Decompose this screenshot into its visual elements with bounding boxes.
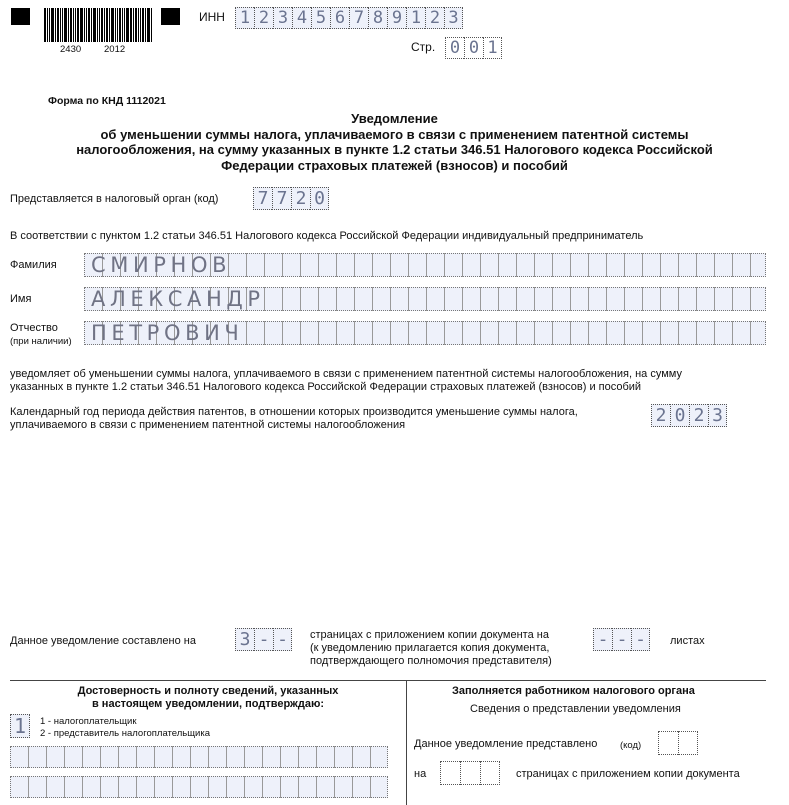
- cell-digit: 9: [387, 7, 406, 29]
- title-line-4: Федерации страховых платежей (взносов) и пособий: [221, 157, 568, 173]
- inn-label: ИНН: [199, 10, 225, 24]
- tax-authority-label: Представляется в налоговый орган (код): [10, 193, 219, 205]
- cell-digit: 7: [253, 187, 272, 210]
- barcode-bar: [91, 8, 92, 42]
- confirm-code-field[interactable]: [10, 714, 30, 738]
- pages-mid-line-3: подтверждающего полномочия представителя): [310, 655, 552, 667]
- bottom-column-divider: [406, 680, 407, 805]
- barcode-bar: [130, 8, 132, 42]
- barcode-bar: [51, 8, 54, 42]
- tax-office-subheading: Сведения о представлении уведомления: [470, 703, 681, 715]
- barcode-bar: [99, 8, 100, 42]
- barcode-bar: [133, 8, 134, 42]
- surname-field[interactable]: [84, 253, 766, 277]
- cell-digit: [658, 731, 678, 755]
- barcode-bar: [44, 8, 46, 42]
- representative-name-field-2[interactable]: [10, 776, 388, 798]
- patronymic-field[interactable]: [84, 321, 766, 345]
- confirm-option-1: 1 - налогоплательщик: [40, 716, 137, 727]
- cell-digit: 1: [483, 37, 502, 59]
- form-title: [0, 111, 789, 173]
- cell-digit: 5: [311, 7, 330, 29]
- barcode-bar: [49, 8, 50, 42]
- barcode-bar: [119, 8, 121, 42]
- barcode-bar: [122, 8, 123, 42]
- intro-text: В соответствии с пунктом 1.2 статьи 346.51 Налогового кодекса Российской Федерации индивидуальный предприниматель: [10, 230, 644, 242]
- barcode-bar: [73, 8, 74, 42]
- cell-digit: 2: [689, 404, 708, 427]
- surname-label: Фамилия: [10, 259, 57, 271]
- cell-digit: [440, 761, 460, 785]
- barcode-bar: [109, 8, 110, 42]
- title-line-2: об уменьшении суммы налога, уплачиваемого в связи с применением патентной системы: [100, 126, 689, 142]
- year-label-line-2: уплачиваемого в связи с применением патентной системы налогообложения: [10, 419, 406, 431]
- barcode-bar: [47, 8, 48, 42]
- year-label-line-1: Календарный год периода действия патентов, в отношении которых производится уменьшение суммы налога,: [10, 406, 578, 418]
- corner-marker-left: [11, 8, 30, 25]
- confirm-heading-line-1: Достоверность и полноту сведений, указанных: [77, 685, 339, 697]
- patronymic-note: (при наличии): [10, 336, 72, 347]
- cell-digit: 0: [670, 404, 689, 427]
- cell-digit: 2: [651, 404, 670, 427]
- form-knd: Форма по КНД 1112021: [48, 95, 166, 107]
- barcode-bar: [117, 8, 118, 42]
- cell-digit: 7: [272, 187, 291, 210]
- cell-digit: 0: [310, 187, 329, 210]
- cell-digit: 0: [464, 37, 483, 59]
- cell-digit: -: [254, 628, 273, 651]
- title-line-1: Уведомление: [351, 111, 438, 126]
- page-number-field[interactable]: [445, 37, 502, 59]
- cell-digit: 6: [330, 7, 349, 29]
- confirm-heading: [10, 685, 406, 711]
- title-line-3: налогообложения, на сумму указанных в пункте 1.2 статьи 346.51 Налогового кодекса Российской: [76, 142, 713, 157]
- barcode-number-left: 2430: [60, 44, 82, 55]
- barcode-bar: [70, 8, 72, 42]
- office-pages-field[interactable]: [440, 761, 500, 785]
- bottom-section-divider: [10, 680, 766, 681]
- barcode-bar: [62, 8, 63, 42]
- barcode-number-right: 2012: [104, 44, 126, 55]
- year-field[interactable]: [651, 404, 727, 427]
- cell-digit: 3: [708, 404, 727, 427]
- cell-digit: 1: [10, 714, 30, 738]
- barcode-bar: [111, 8, 114, 42]
- cell-digit: 1: [406, 7, 425, 29]
- cell-digit: -: [273, 628, 292, 651]
- barcode-bar: [124, 8, 125, 42]
- barcode-bar: [93, 8, 96, 42]
- office-pages-label: страницах с приложением копии документа: [516, 768, 740, 780]
- barcode-bar: [84, 8, 85, 42]
- inn-field[interactable]: [235, 7, 463, 29]
- barcode-bar: [142, 8, 144, 42]
- barcode-bar: [75, 8, 76, 42]
- cell-digit: 3: [273, 7, 292, 29]
- barcode-bar: [145, 8, 146, 42]
- cell-digit: -: [631, 628, 650, 651]
- barcode-bar: [140, 8, 141, 42]
- tax-office-heading: Заполняется работником налогового органа: [452, 685, 695, 697]
- name-label: Имя: [10, 293, 32, 305]
- cell-digit: 8: [368, 7, 387, 29]
- patronymic-label: Отчество: [10, 322, 58, 334]
- patronymic-value: ПЕТРОВИЧ: [91, 321, 244, 345]
- cell-digit: -: [612, 628, 631, 651]
- barcode-bar: [151, 8, 152, 42]
- corner-marker-right: [161, 8, 180, 25]
- barcode-bar: [57, 8, 59, 42]
- submitted-code-note: (код): [620, 740, 642, 751]
- sheets-label: листах: [670, 635, 705, 647]
- barcode-bar: [86, 8, 87, 42]
- barcode-bar: [115, 8, 116, 42]
- cell-digit: 2: [254, 7, 273, 29]
- cell-digit: -: [593, 628, 612, 651]
- barcode-bar: [135, 8, 137, 42]
- confirm-heading-line-2: в настоящем уведомлении, подтверждаю:: [91, 698, 325, 710]
- cell-digit: 1: [235, 7, 254, 29]
- tax-authority-code-field[interactable]: [253, 187, 329, 210]
- pages-label: Данное уведомление составлено на: [10, 635, 196, 647]
- submitted-label: Данное уведомление представлено: [414, 738, 598, 750]
- representative-name-field-1[interactable]: [10, 746, 388, 768]
- barcode: [44, 8, 152, 42]
- barcode-bar: [55, 8, 56, 42]
- cell-digit: 3: [444, 7, 463, 29]
- cell-digit: [678, 731, 698, 755]
- confirm-option-2: 2 - представитель налогоплательщика: [40, 728, 210, 739]
- name-field[interactable]: [84, 287, 766, 311]
- cell-digit: 3: [235, 628, 254, 651]
- barcode-bar: [147, 8, 150, 42]
- barcode-bar: [104, 8, 105, 42]
- name-value: АЛЕКСАНДР: [91, 287, 265, 311]
- cell-digit: 2: [291, 187, 310, 210]
- cell-digit: 0: [445, 37, 464, 59]
- barcode-bar: [77, 8, 79, 42]
- notify-text-line-1: уведомляет об уменьшении суммы налога, уплачиваемого в связи с применением патентной системы налогообложения, на сумму: [10, 368, 682, 380]
- barcode-bar: [101, 8, 103, 42]
- sheets-count-field[interactable]: [593, 628, 650, 651]
- pages-mid-line-1: страницах с приложением копии документа на: [310, 629, 549, 641]
- barcode-bar: [88, 8, 90, 42]
- barcode-bar: [106, 8, 108, 42]
- page-label: Стр.: [411, 40, 436, 54]
- barcode-bar: [80, 8, 83, 42]
- barcode-bar: [68, 8, 69, 42]
- surname-value: СМИРНОВ: [91, 253, 232, 277]
- cell-digit: [460, 761, 480, 785]
- barcode-bar: [97, 8, 98, 42]
- cell-digit: 7: [349, 7, 368, 29]
- barcode-bar: [138, 8, 139, 42]
- cell-digit: 4: [292, 7, 311, 29]
- on-label: на: [414, 768, 427, 780]
- barcode-bar: [64, 8, 67, 42]
- page-count-field[interactable]: [235, 628, 292, 651]
- cell-digit: [480, 761, 500, 785]
- pages-mid-line-2: (к уведомлению прилагается копия документа,: [310, 642, 550, 654]
- notify-text-line-2: указанных в пункте 1.2 статьи 346.51 Налогового кодекса Российской Федерации страховых платежей (взносов) и пособий: [10, 381, 642, 393]
- barcode-bar: [126, 8, 129, 42]
- barcode-bar: [60, 8, 61, 42]
- submitted-code-field[interactable]: [658, 731, 698, 755]
- cell-digit: 2: [425, 7, 444, 29]
